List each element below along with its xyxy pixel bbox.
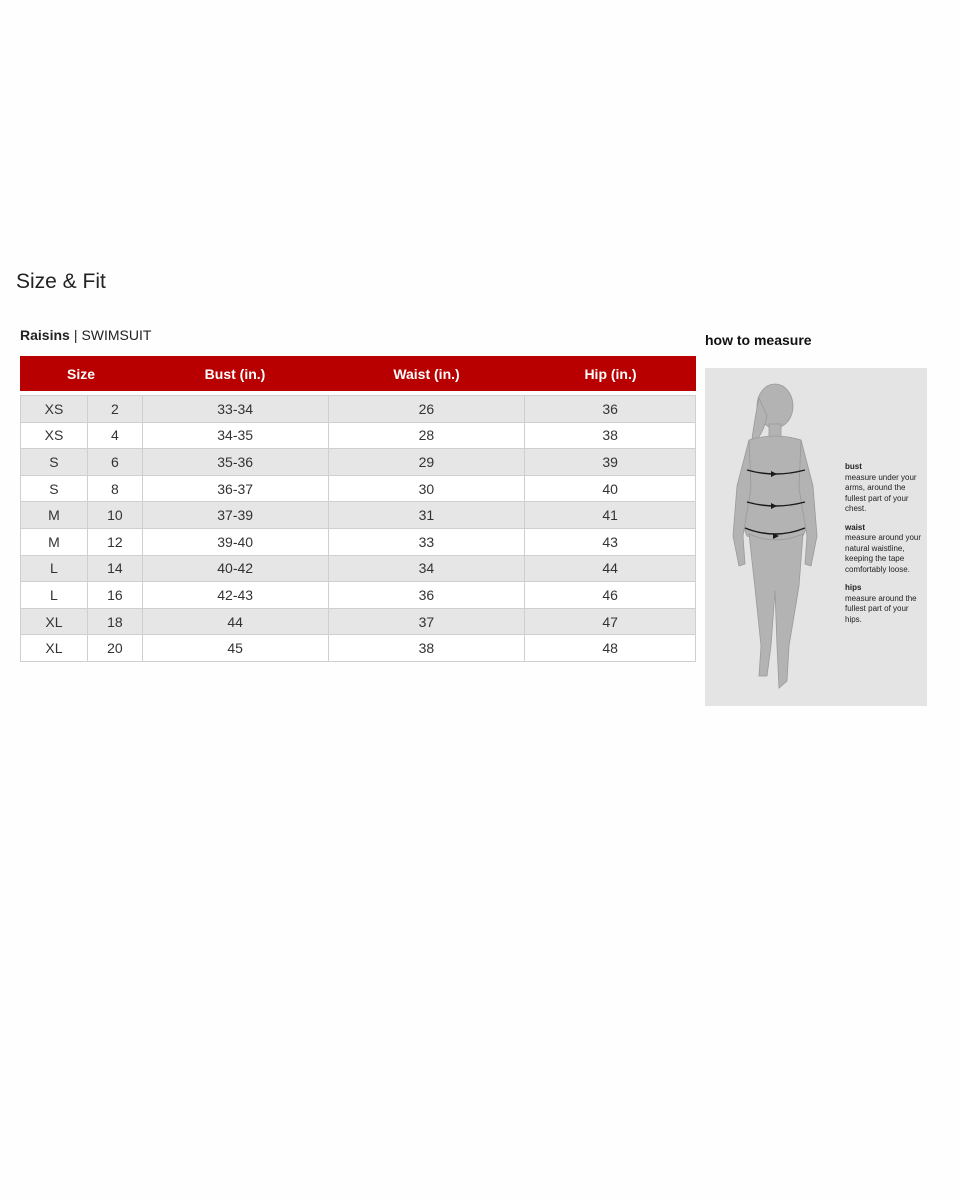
table-cell: 44 (525, 555, 696, 582)
table-cell: 36-37 (142, 475, 328, 502)
product-category: SWIMSUIT (81, 327, 152, 343)
table-cell: XL (21, 608, 88, 635)
table-row (21, 528, 696, 555)
table-cell: 35-36 (142, 449, 328, 476)
table-cell: S (21, 475, 88, 502)
body-figure-illustration (725, 376, 825, 698)
table-cell: 14 (87, 555, 142, 582)
table-cell: 34-35 (142, 422, 328, 449)
table-cell: 38 (525, 422, 696, 449)
table-cell: 45 (142, 635, 328, 662)
size-table-body (20, 395, 696, 662)
table-cell: S (21, 449, 88, 476)
table-cell: 30 (328, 475, 525, 502)
waist-note-text: measure around your natural waistline, keeping the tape comfortably loose. (845, 533, 922, 574)
table-cell: 10 (87, 502, 142, 529)
table-cell: 31 (328, 502, 525, 529)
table-cell: 40-42 (142, 555, 328, 582)
table-row (21, 635, 696, 662)
how-to-measure-panel (705, 368, 927, 706)
table-row (21, 396, 696, 423)
hips-note-text: measure around the fullest part of your hips. (845, 593, 917, 624)
chart-brand-line (20, 327, 151, 343)
measure-notes (845, 462, 925, 625)
table-cell: 40 (525, 475, 696, 502)
table-cell: 36 (328, 582, 525, 609)
table-header (20, 356, 696, 391)
table-cell: L (21, 555, 88, 582)
table-cell: 37-39 (142, 502, 328, 529)
table-cell: 18 (87, 608, 142, 635)
table-cell: 41 (525, 502, 696, 529)
table-row (21, 422, 696, 449)
table-cell: 46 (525, 582, 696, 609)
header-size: Size (66, 365, 95, 382)
table-cell: 12 (87, 528, 142, 555)
header-waist: Waist (in.) (393, 365, 460, 382)
table-cell: 42-43 (142, 582, 328, 609)
table-cell: 39 (525, 449, 696, 476)
hips-note-heading: hips (845, 583, 862, 592)
header-hip: Hip (in.) (584, 365, 637, 382)
table-cell: 6 (87, 449, 142, 476)
table-cell: 34 (328, 555, 525, 582)
table-cell: 16 (87, 582, 142, 609)
table-cell: 36 (525, 396, 696, 423)
table-cell: 4 (87, 422, 142, 449)
table-row (21, 502, 696, 529)
table-cell: XL (21, 635, 88, 662)
size-chart-table (20, 356, 696, 662)
table-row (21, 555, 696, 582)
how-to-measure-title: how to measure (705, 332, 812, 348)
table-cell: 38 (328, 635, 525, 662)
table-cell: 33 (328, 528, 525, 555)
table-cell: M (21, 502, 88, 529)
brand-separator: | (73, 327, 78, 343)
table-cell: L (21, 582, 88, 609)
table-row (21, 449, 696, 476)
brand-name: Raisins (20, 327, 70, 343)
table-cell: 43 (525, 528, 696, 555)
table-cell: 8 (87, 475, 142, 502)
table-row (21, 582, 696, 609)
table-cell: 20 (87, 635, 142, 662)
table-cell: XS (21, 422, 88, 449)
waist-note-heading: waist (845, 522, 866, 532)
table-cell: XS (21, 396, 88, 423)
table-cell: 47 (525, 608, 696, 635)
table-cell: M (21, 528, 88, 555)
table-cell: 39-40 (142, 528, 328, 555)
page-title: Size & Fit (16, 270, 106, 293)
table-row (21, 608, 696, 635)
table-cell: 28 (328, 422, 525, 449)
table-cell: 26 (328, 396, 525, 423)
bust-note-heading: bust (845, 462, 862, 471)
table-cell: 44 (142, 608, 328, 635)
table-cell: 33-34 (142, 396, 328, 423)
table-cell: 2 (87, 396, 142, 423)
table-cell: 37 (328, 608, 525, 635)
table-cell: 48 (525, 635, 696, 662)
table-cell: 29 (328, 449, 525, 476)
bust-note-text: measure under your arms, around the fullest part of your chest. (845, 472, 917, 513)
table-row (21, 475, 696, 502)
header-bust: Bust (in.) (204, 365, 266, 382)
